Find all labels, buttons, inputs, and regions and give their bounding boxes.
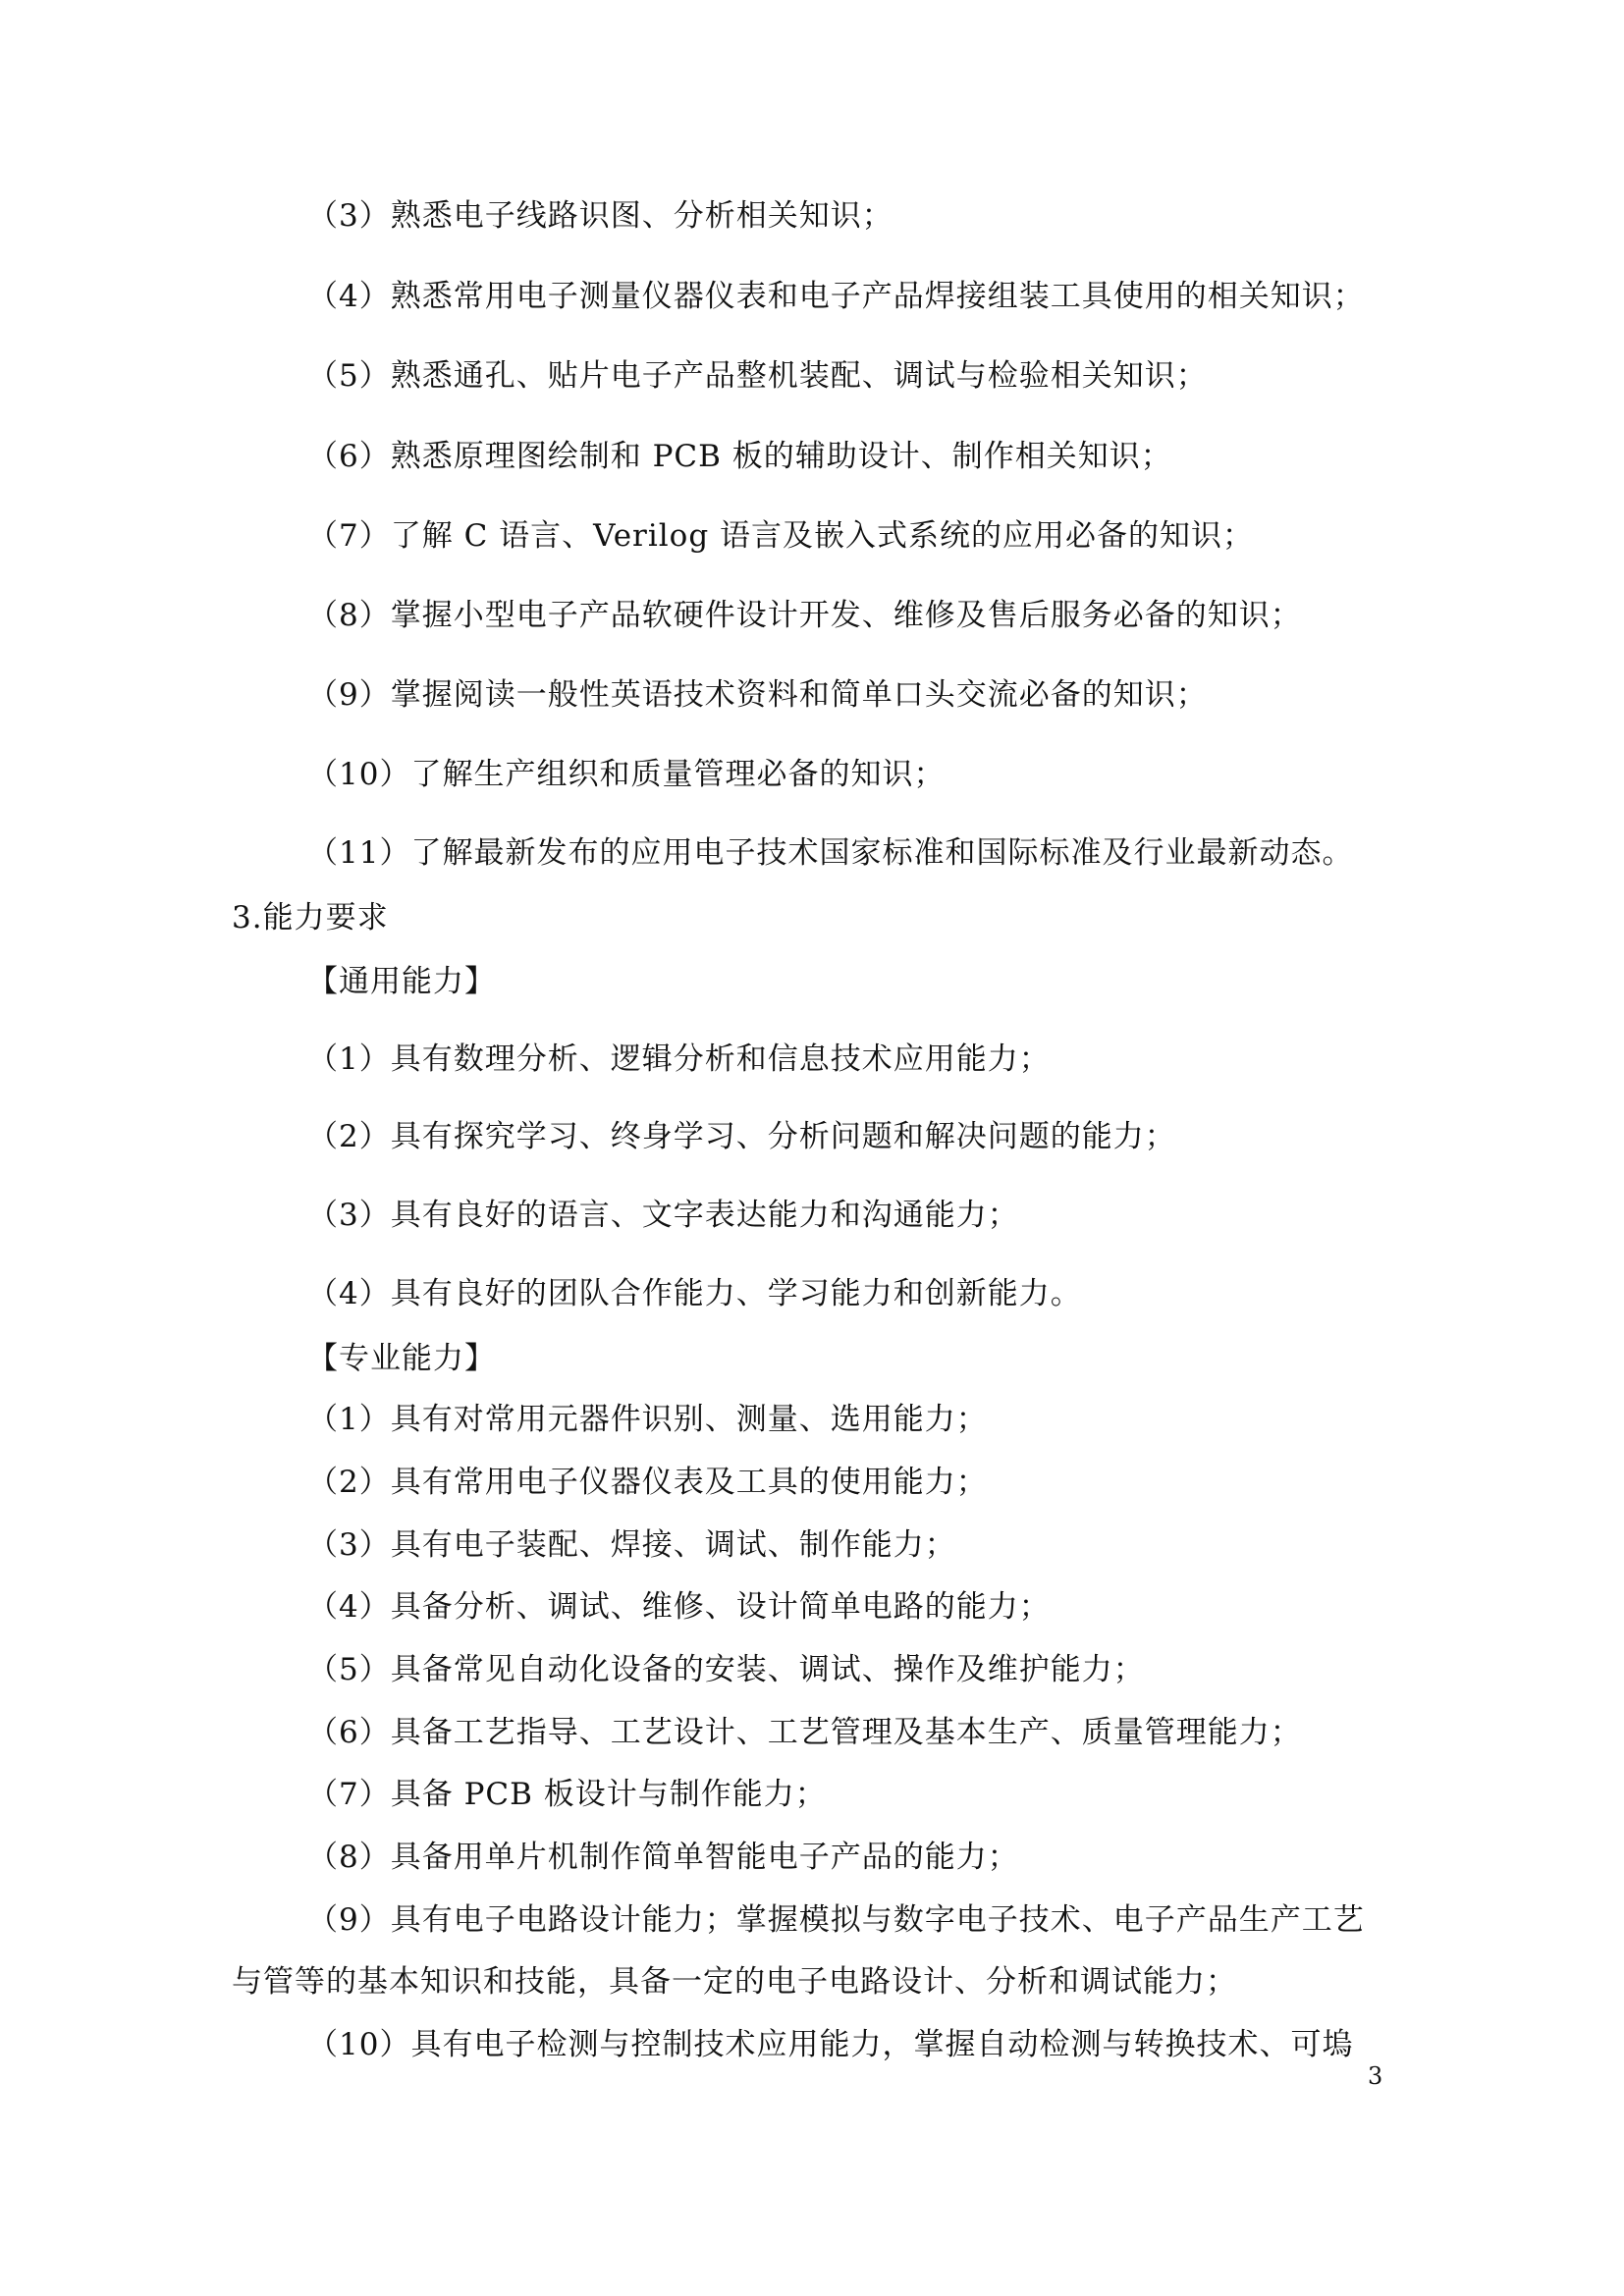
professional-ability-heading: 【专业能力】 [307, 1341, 496, 1376]
professional-ability-item-1: （1）具有对常用元器件识别、测量、选用能力； [307, 1402, 988, 1437]
professional-ability-item-4: （4）具备分析、调试、维修、设计简单电路的能力； [307, 1589, 1051, 1625]
professional-ability-item-7: （7）具备 PCB 板设计与制作能力； [307, 1777, 827, 1812]
general-ability-item-3: （3）具有良好的语言、文字表达能力和沟通能力； [307, 1198, 1019, 1233]
knowledge-item-7: （7）了解 C 语言、Verilog 语言及嵌入式系统的应用必备的知识； [307, 518, 1255, 554]
knowledge-item-6: （6）熟悉原理图绘制和 PCB 板的辅助设计、制作相关知识； [307, 439, 1172, 474]
knowledge-item-4: （4）熟悉常用电子测量仪器仪表和电子产品焊接组装工具使用的相关知识； [307, 279, 1365, 314]
general-ability-item-2: （2）具有探究学习、终身学习、分析问题和解决问题的能力； [307, 1119, 1176, 1154]
knowledge-item-10: （10）了解生产组织和质量管理必备的知识； [307, 757, 946, 792]
knowledge-item-3: （3）熟悉电子线路识图、分析相关知识； [307, 198, 893, 234]
professional-ability-item-3: （3）具有电子装配、焊接、调试、制作能力； [307, 1527, 956, 1563]
professional-ability-item-5: （5）具备常见自动化设备的安装、调试、操作及维护能力； [307, 1652, 1145, 1687]
knowledge-item-9: （9）掌握阅读一般性英语技术资料和简单口头交流必备的知识； [307, 677, 1208, 713]
professional-ability-item-6: （6）具备工艺指导、工艺设计、工艺管理及基本生产、质量管理能力； [307, 1715, 1302, 1750]
professional-ability-item-8: （8）具备用单片机制作简单智能电子产品的能力； [307, 1840, 1019, 1875]
knowledge-item-5: （5）熟悉通孔、贴片电子产品整机装配、调试与检验相关知识； [307, 358, 1208, 394]
page-number: 3 [1368, 2062, 1383, 2090]
ability-heading: 3.能力要求 [232, 900, 389, 935]
general-ability-item-1: （1）具有数理分析、逻辑分析和信息技术应用能力； [307, 1041, 1051, 1077]
professional-ability-item-10-line-1: （10）具有电子检测与控制技术应用能力，掌握自动检测与转换技术、可塢 [307, 2027, 1354, 2062]
general-ability-item-4: （4）具有良好的团队合作能力、学习能力和创新能力。 [307, 1276, 1082, 1311]
professional-ability-item-2: （2）具有常用电子仪器仪表及工具的使用能力； [307, 1465, 988, 1500]
professional-ability-item-9-line-2: 与管等的基本知识和技能，具备一定的电子电路设计、分析和调试能力； [232, 1964, 1237, 2000]
knowledge-item-8: （8）掌握小型电子产品软硬件设计开发、维修及售后服务必备的知识； [307, 598, 1302, 633]
professional-ability-item-9-line-1: （9）具有电子电路设计能力；掌握模拟与数字电子技术、电子产品生产工艺 [307, 1902, 1365, 1938]
knowledge-item-11: （11）了解最新发布的应用电子技术国家标准和国际标准及行业最新动态。 [307, 835, 1354, 871]
general-ability-heading: 【通用能力】 [307, 964, 496, 999]
